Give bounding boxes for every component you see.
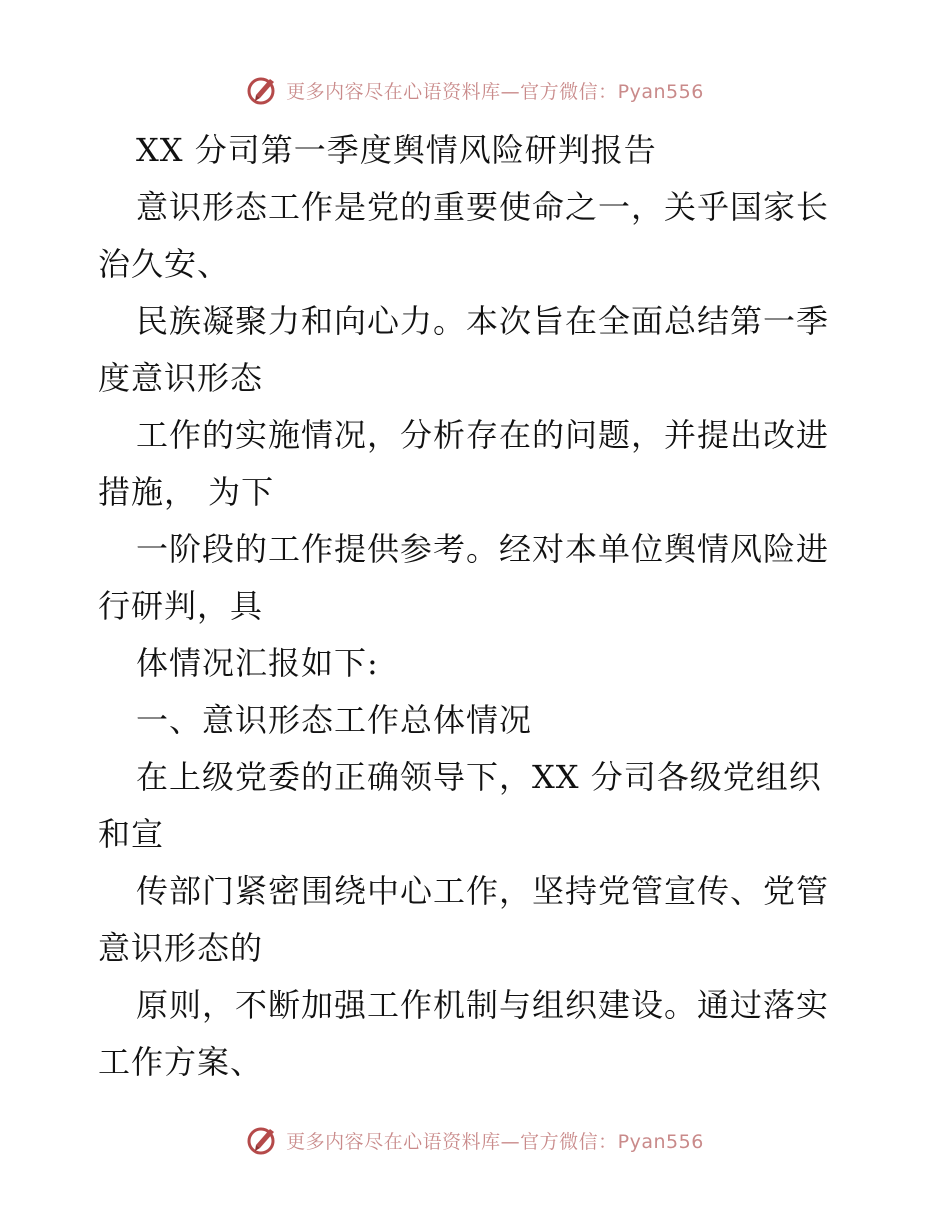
- document-line: 和宣: [98, 815, 165, 853]
- document-line: 体情况汇报如下:: [136, 644, 379, 682]
- header-watermark: [0, 70, 950, 110]
- watermark-text: 更多内容尽在心语资料库—官方微信：Pyan556: [286, 1130, 704, 1153]
- document-line: 治久安、: [98, 245, 231, 283]
- document-line: 意识形态的: [98, 929, 264, 967]
- document-line: 一、意识形态工作总体情况: [136, 701, 533, 739]
- document-line: 意识形态工作是党的重要使命之一，关乎国家长: [136, 188, 830, 226]
- document-line: 传部门紧密围绕中心工作，坚持党管宣传、党管: [136, 872, 830, 910]
- document-line: 工作方案、: [98, 1043, 264, 1081]
- document-line: 民族凝聚力和向心力。本次旨在全面总结第一季: [136, 302, 830, 340]
- document-line: 工作的实施情况，分析存在的问题，并提出改进: [136, 416, 830, 454]
- watermark-text: 更多内容尽在心语资料库—官方微信：Pyan556: [286, 80, 704, 103]
- document-line: 度意识形态: [98, 359, 264, 397]
- footer-watermark: [0, 1120, 950, 1160]
- quill-pen-seal-icon: [246, 1123, 280, 1157]
- document-line: 措施， 为下: [98, 473, 275, 511]
- document-line: XX 分司第一季度舆情风险研判报告: [136, 131, 657, 169]
- document-line: 行研判，具: [98, 587, 264, 625]
- document-body: [98, 122, 858, 1091]
- document-line: 一阶段的工作提供参考。经对本单位舆情风险进: [136, 530, 830, 568]
- document-line: 原则，不断加强工作机制与组织建设。通过落实: [136, 986, 830, 1024]
- quill-pen-seal-icon: [246, 73, 280, 107]
- document-line: 在上级党委的正确领导下，XX 分司各级党组织: [136, 758, 822, 796]
